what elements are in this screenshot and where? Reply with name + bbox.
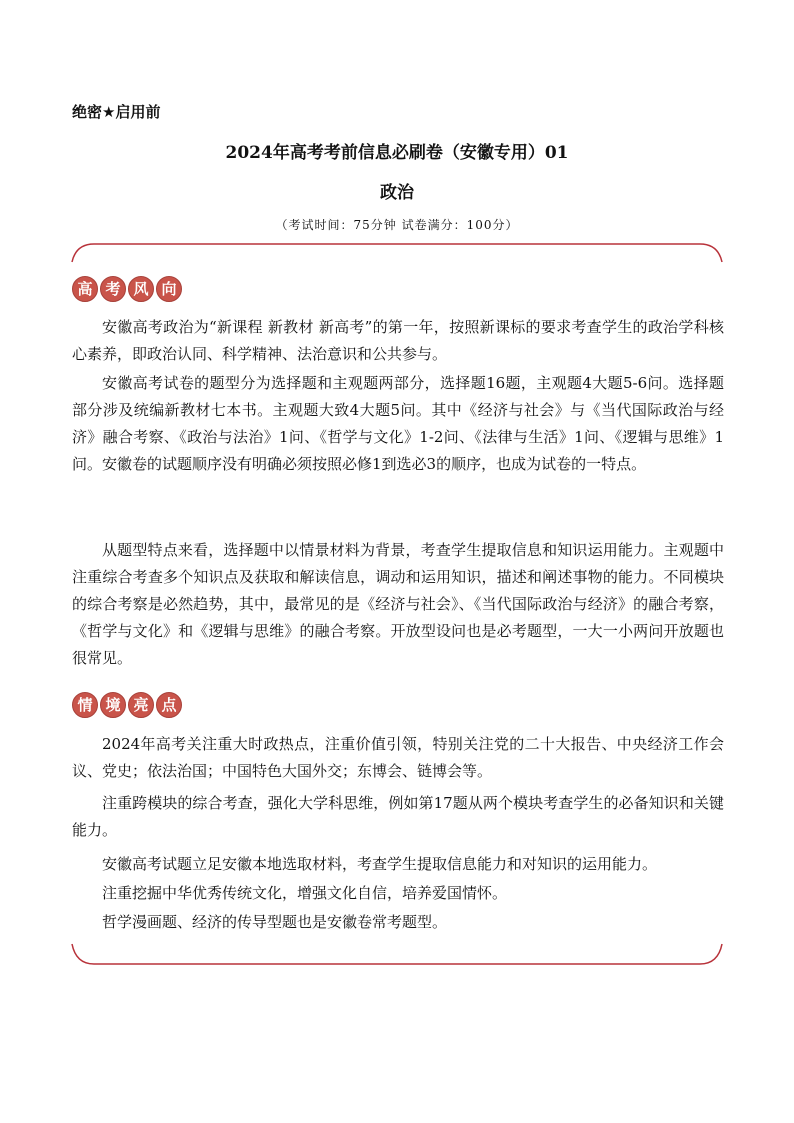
- badge-char: 点: [156, 692, 182, 718]
- section-badge-qingjing-liangdian: [72, 692, 182, 718]
- frame-top-curve: [72, 244, 722, 262]
- badge-char: 高: [72, 276, 98, 302]
- paragraph: 安徽高考试卷的题型分为选择题和主观题两部分，选择题16题，主观题4大题5-6问。选择题部分涉及统编新教材七本书。主观题大致4大题5问。其中《经济与社会》与《当代国际政治与经济》融合考察、《政治与法治》1问、《哲学与文化》1-2问、《法律与生活》1问、《逻辑与思维》1问。安徽卷的试题顺序没有明确必须按照必修1到选必3的顺序，也成为试卷的一特点。: [72, 374, 724, 473]
- badge-char: 境: [100, 692, 126, 718]
- paragraph: 安徽高考政治为“新课程 新教材 新高考”的第一年，按照新课标的要求考查学生的政治学科核心素养，即政治认同、科学精神、法治意识和公共参与。: [72, 318, 724, 363]
- paragraph: 哲学漫画题、经济的传导型题也是安徽卷常考题型。: [102, 913, 448, 931]
- badge-char: 风: [128, 276, 154, 302]
- badge-char: 考: [100, 276, 126, 302]
- section-badge-gaokao-fengxiang: [72, 276, 182, 302]
- paragraph: 从题型特点来看，选择题中以情景材料为背景，考查学生提取信息和知识运用能力。主观题中注重综合考查多个知识点及获取和解读信息，调动和运用知识，描述和阐述事物的能力。不同模块的综合考察是必然趋势，其中，最常见的是《经济与社会》、《当代国际政治与经济》的融合考察，《哲学与文化》和《逻辑与思维》的融合考察。开放型设问也是必考题型，一大一小两问开放题也很常见。: [72, 541, 724, 667]
- paragraph: 注重跨模块的综合考查，强化大学科思维，例如第17题从两个模块考查学生的必备知识和关键能力。: [72, 794, 724, 839]
- badge-char: 情: [72, 692, 98, 718]
- confidential-label: 绝密★启用前: [72, 103, 161, 121]
- subject-title: 政治: [380, 183, 414, 203]
- badge-char: 向: [156, 276, 182, 302]
- paragraph: 2024年高考关注重大时政热点，注重价值引领，特别关注党的二十大报告、中央经济工作会议、党史；依法治国；中国特色大国外交；东博会、链博会等。: [72, 735, 724, 780]
- exam-info: （考试时间：75分钟 试卷满分：100分）: [275, 218, 519, 232]
- paper-title: 2024年高考考前信息必刷卷（安徽专用）01: [225, 143, 569, 163]
- paragraph: 安徽高考试题立足安徽本地选取材料，考查学生提取信息能力和对知识的运用能力。: [102, 855, 658, 873]
- paragraph: 注重挖掘中华优秀传统文化，增强文化自信，培养爱国情怀。: [102, 884, 508, 902]
- frame-bottom-curve: [72, 944, 722, 964]
- badge-char: 亮: [128, 692, 154, 718]
